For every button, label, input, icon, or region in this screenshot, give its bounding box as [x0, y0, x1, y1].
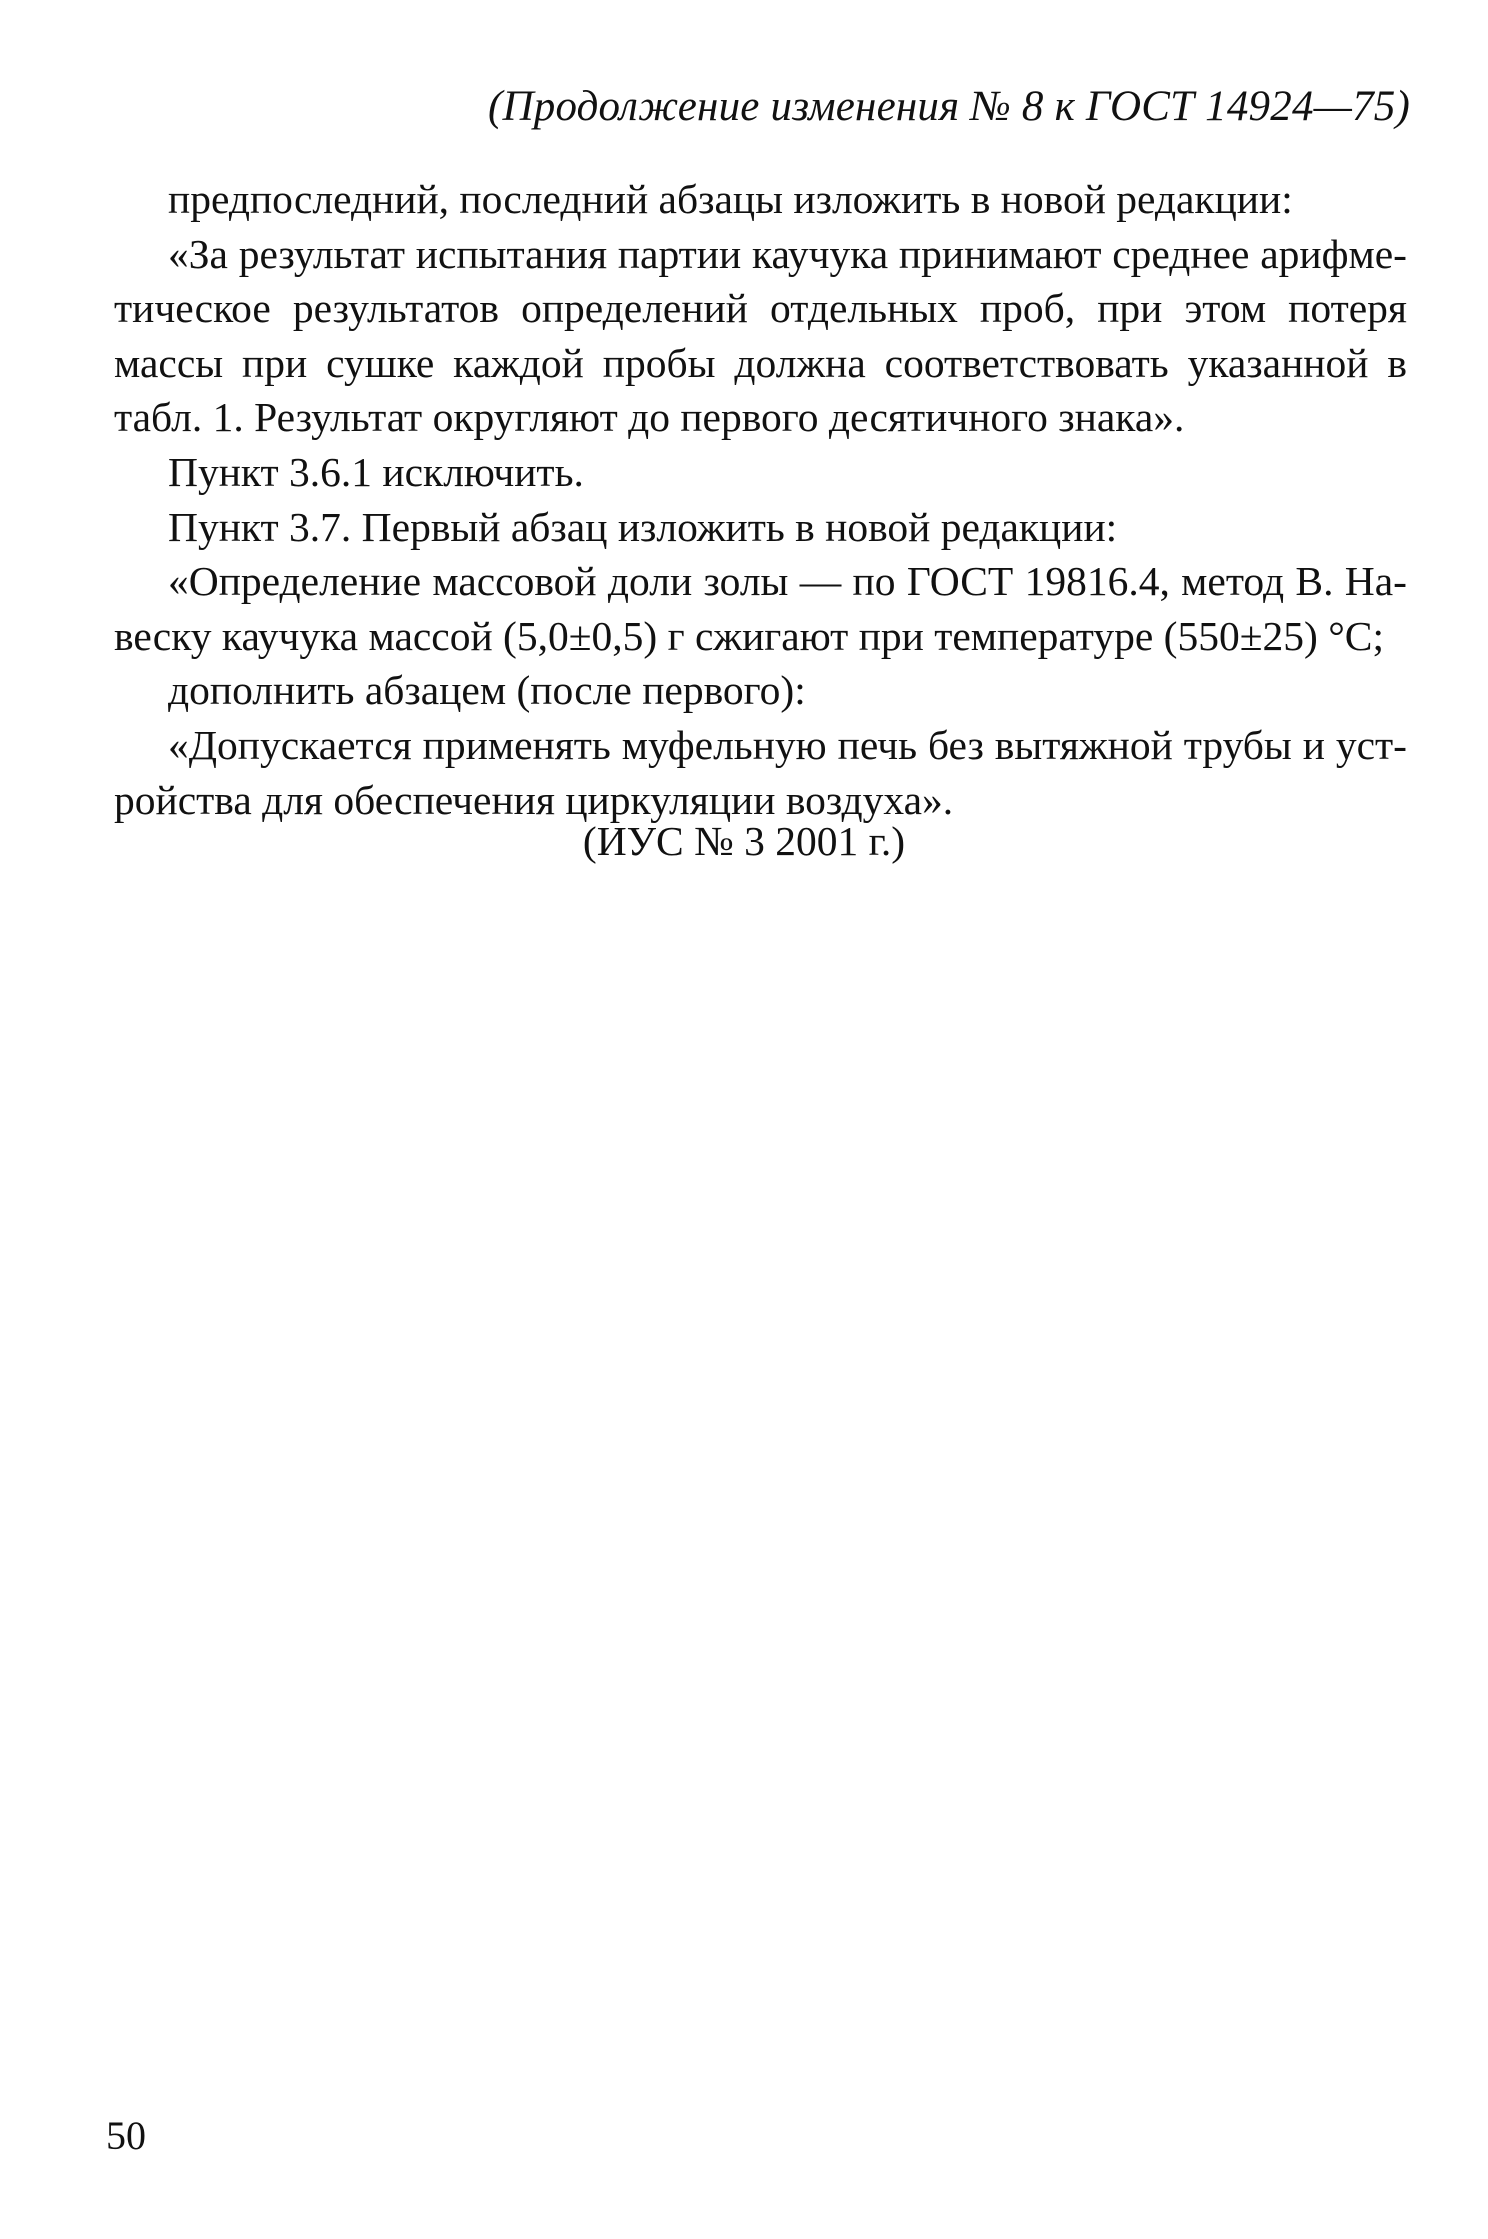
paragraph-clause-3-6-1: Пункт 3.6.1 исключить.: [168, 448, 584, 495]
paragraph-ash-determination: «Определение массовой доли золы — по ГОСТ 19816.4, метод В. Навеску каучука массой (5,0±0,5) г сжигают при температуре (550±25) °С;: [114, 558, 1407, 659]
page-number: 50: [106, 2113, 146, 2158]
paragraph-test-result: «За результат испытания партии каучука принимают среднее арифметическое результатов определений отдельных проб, при этом потеря массы при сушке каждой пробы должна соответствовать указанной в табл. 1. Результат округляют до первого десятичного знака».: [114, 230, 1407, 441]
paragraph-add-after-first: дополнить абзацем (после первого):: [168, 667, 806, 714]
source-note: [0, 817, 1488, 865]
paragraph-muffle-furnace: «Допускается применять муфельную печь без вытяжной трубы и устройства для обеспечения циркуляции воздуха».: [114, 721, 1407, 823]
running-header: (Продолжение изменения № 8 к ГОСТ 14924—75): [488, 83, 1410, 130]
paragraph-intro: предпоследний, последний абзацы изложить в новой редакции:: [168, 176, 1293, 222]
amendment-text: [114, 172, 1407, 827]
paragraph-clause-3-7: Пункт 3.7. Первый абзац изложить в новой редакции:: [168, 503, 1118, 550]
source-note-text: (ИУС № 3 2001 г.): [582, 818, 906, 864]
